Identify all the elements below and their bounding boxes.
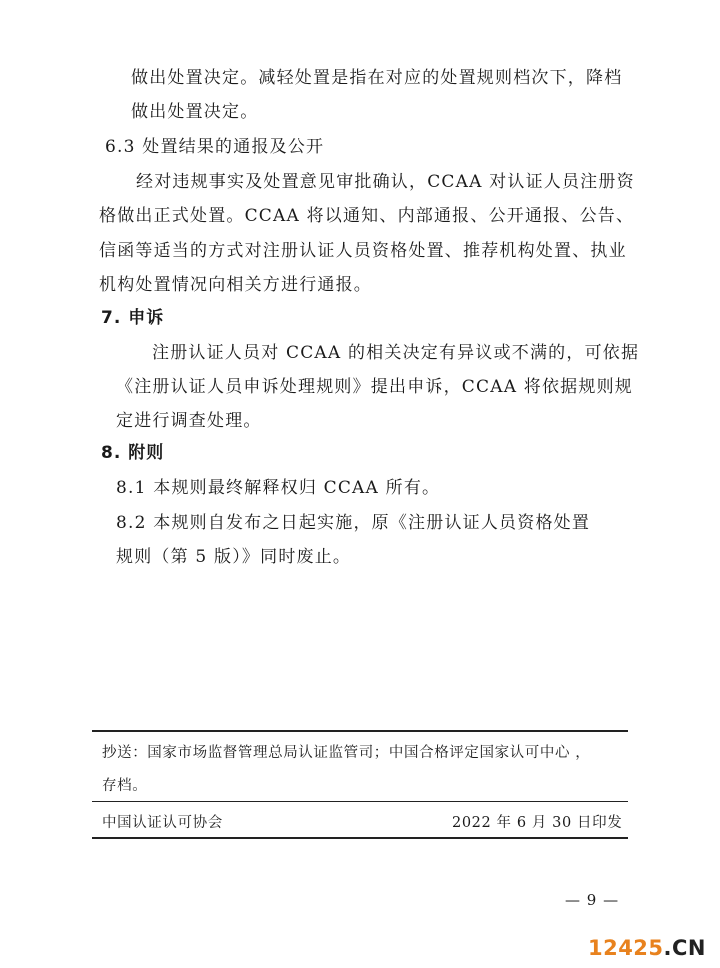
footer-top-rule xyxy=(92,730,628,732)
page-number: — 9 — xyxy=(565,891,620,909)
site-watermark xyxy=(588,936,706,960)
body-line-9: 定进行调查处理。 xyxy=(116,411,262,431)
heading-appeal: 7. 申诉 xyxy=(101,308,165,328)
issuer-name: 中国认证认可协会 xyxy=(102,815,223,831)
clause-8-1: 8.1 本规则最终解释权归 CCAA 所有。 xyxy=(116,478,441,498)
body-line-6: 机构处置情况向相关方进行通报。 xyxy=(99,275,372,295)
clause-8-2-line-1: 8.2 本规则自发布之日起实施，原《注册认证人员资格处置 xyxy=(116,513,591,533)
print-date: 2022 年 6 月 30 日印发 xyxy=(452,815,623,831)
body-line-3: 经对违规事实及处置意见审批确认，CCAA 对认证人员注册资 xyxy=(136,172,635,192)
clause-8-2-line-2: 规则（第 5 版）》同时废止。 xyxy=(116,547,352,567)
body-line-4: 格做出正式处置。CCAA 将以通知、内部通报、公开通报、公告、 xyxy=(99,206,635,226)
body-line-5: 信函等适当的方式对注册认证人员资格处置、推荐机构处置、执业 xyxy=(99,241,627,261)
cc-line-1: 抄送：国家市场监督管理总局认证监管司；中国合格评定国家认可中心 ， xyxy=(102,745,591,761)
footer-middle-rule xyxy=(92,801,628,802)
body-line-7: 注册认证人员对 CCAA 的相关决定有异议或不满的，可依据 xyxy=(152,343,640,363)
section-6-3-title: 6.3 处置结果的通报及公开 xyxy=(105,137,325,157)
body-line-8: 《注册认证人员申诉处理规则》提出申诉，CCAA 将依据规则规 xyxy=(116,377,633,397)
body-line-2: 做出处置决定。 xyxy=(131,102,259,122)
footer-bottom-rule xyxy=(92,837,628,839)
cc-line-2: 存档。 xyxy=(102,778,148,794)
watermark-digits: 12425 xyxy=(587,936,664,960)
body-line-1: 做出处置决定。减轻处置是指在对应的处置规则档次下，降档 xyxy=(131,68,623,88)
watermark-suffix: .CN xyxy=(663,936,706,960)
heading-supplementary: 8. 附则 xyxy=(101,443,165,463)
